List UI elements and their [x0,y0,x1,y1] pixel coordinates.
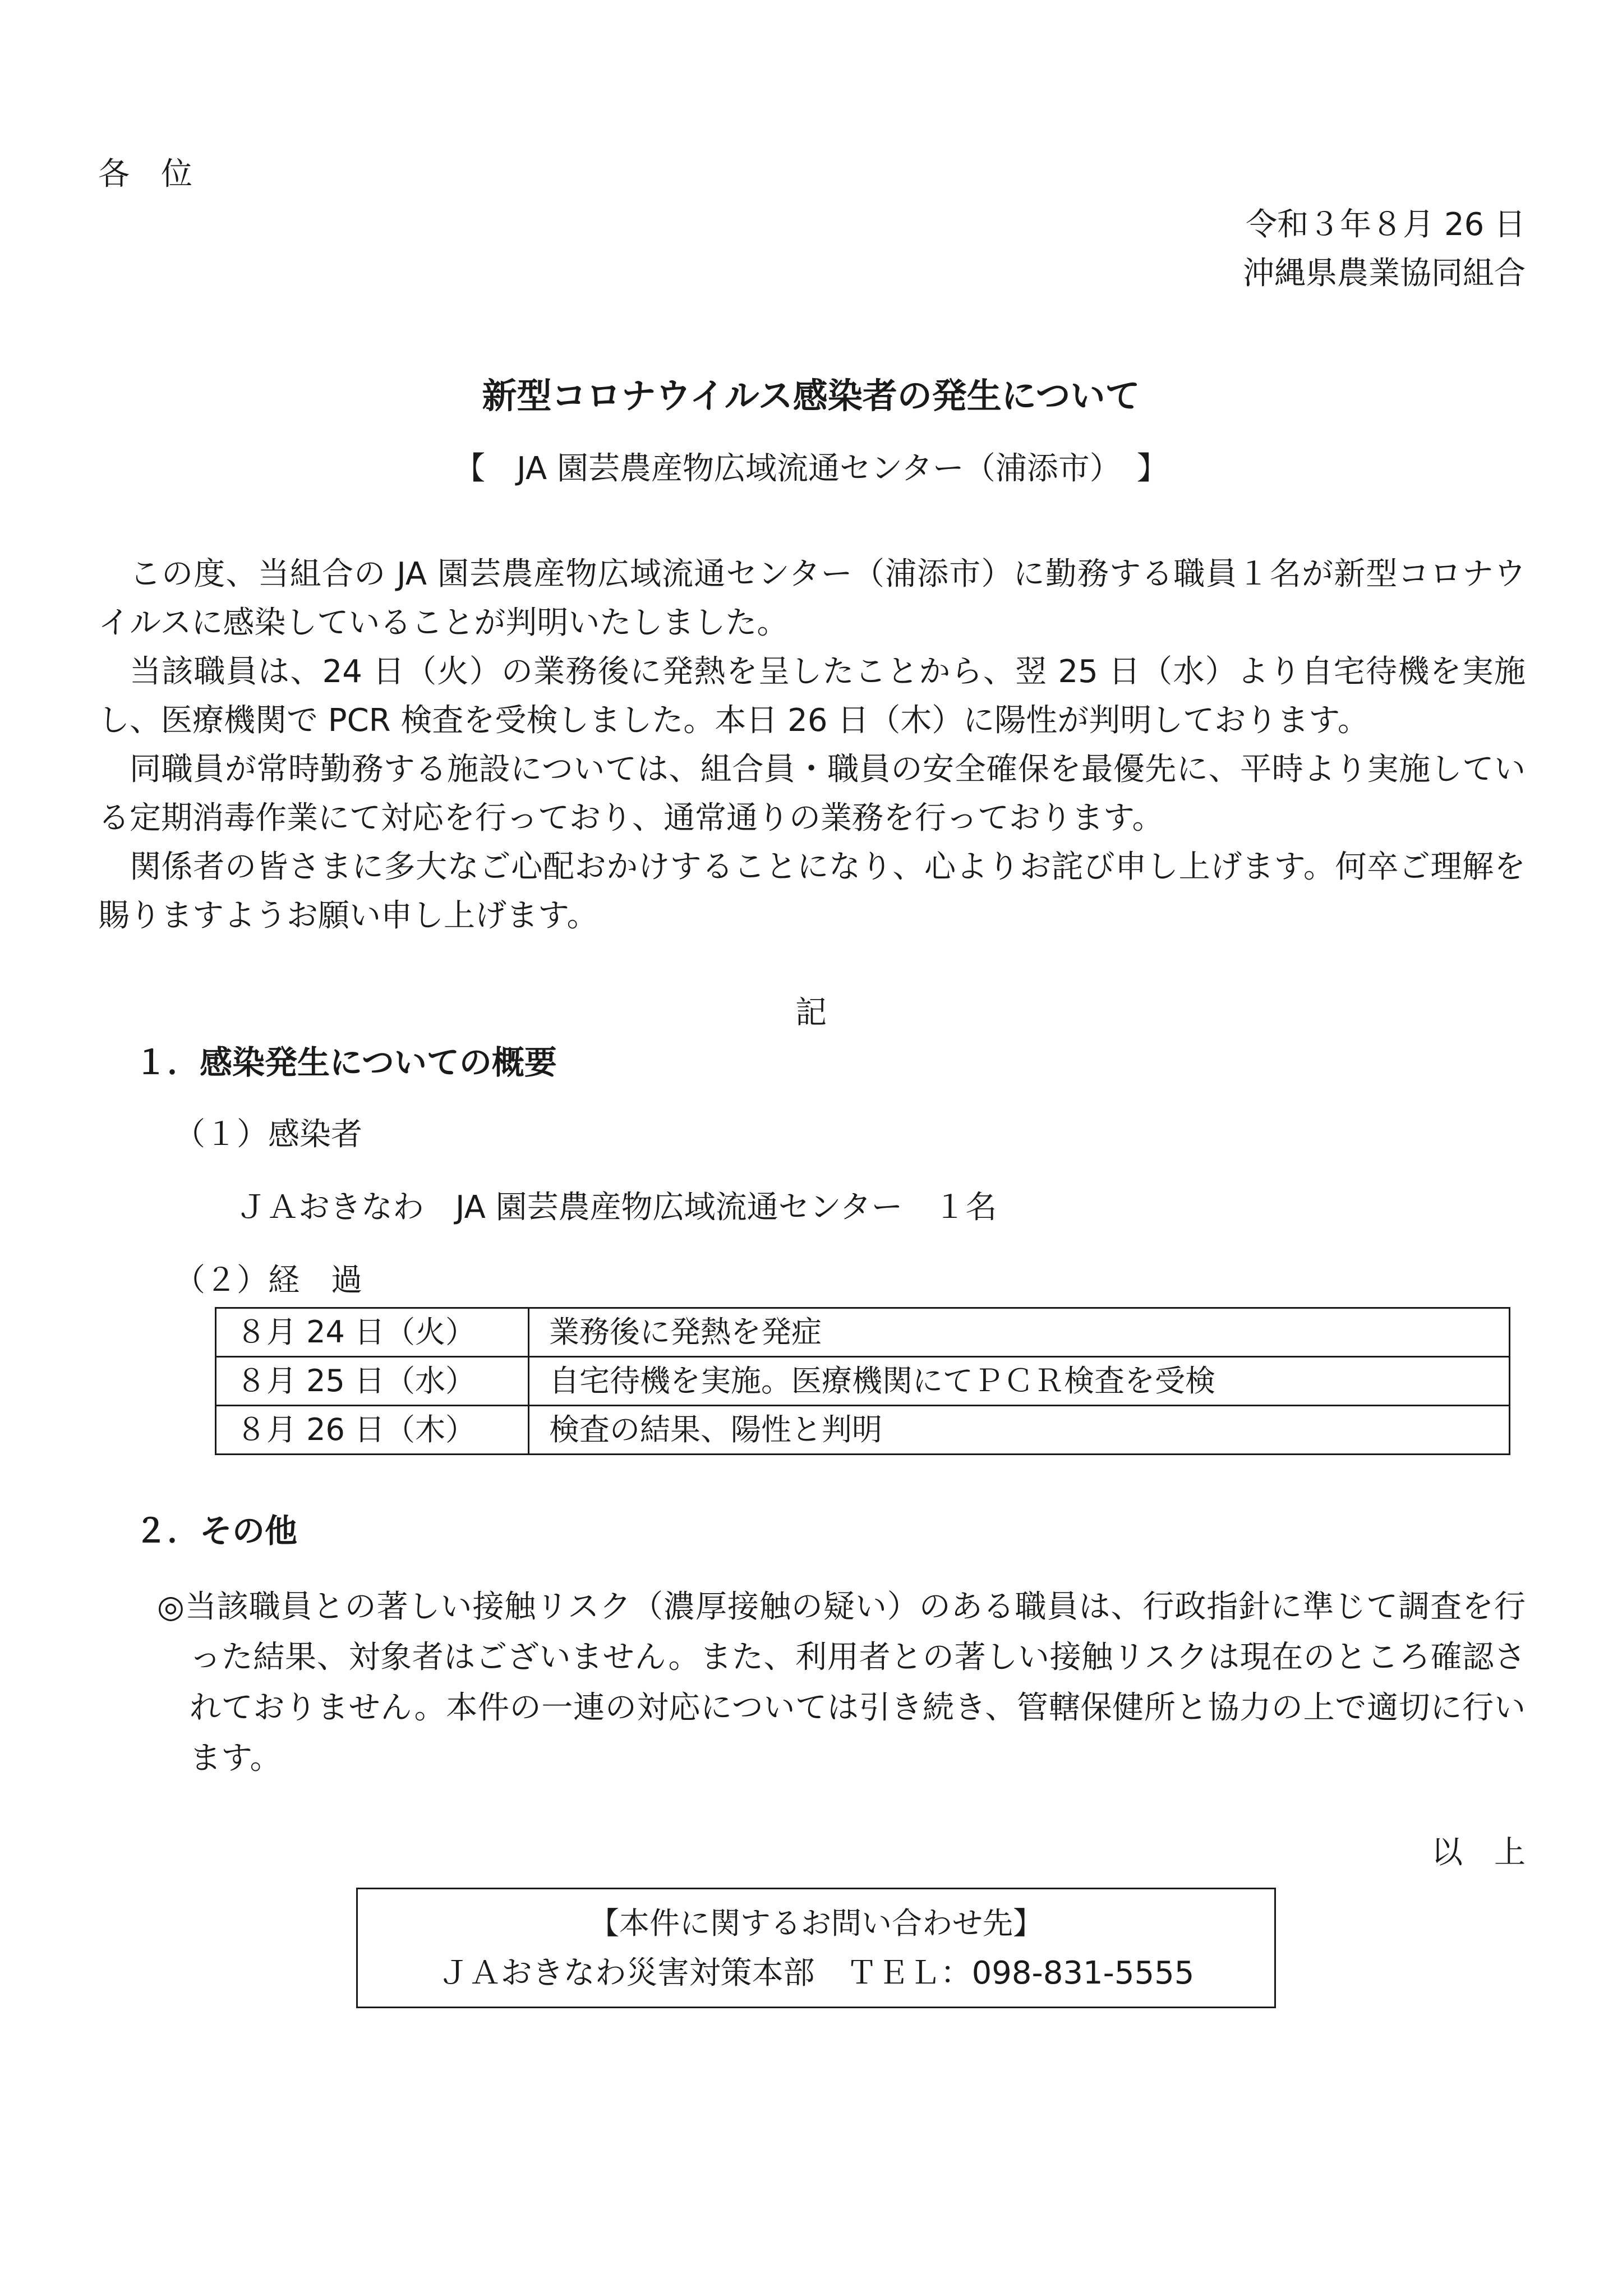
section-2-heading: ２．その他 [135,1512,298,1550]
table-row [216,1308,1510,1357]
contact-line: ＪＡおきなわ災害対策本部 ＴＥＬ：098-831-5555 [437,1955,1195,1991]
timeline-table [215,1307,1510,1455]
table-row [216,1406,1510,1455]
contact-box [356,1888,1276,2008]
document-title: 新型コロナウイルス感染者の発生について [482,375,1140,416]
section-2-text: ◎当該職員との著しい接触リスク（濃厚接触の疑い）のある職員は、行政指針に準じて調査を行った結果、対象者はございません。また、利用者との著しい接触リスクは現在のところ確認されておりません。本件の一連の対応については引き続き、管轄保健所と協力の上で適切に行います。 [157,1589,1526,1777]
body-paragraph: 同職員が常時勤務する施設については、組合員・職員の安全確保を最優先に、平時より実施している定期消毒作業にて対応を行っており、通常通りの業務を行っております。 [98,751,1526,836]
body-paragraph: 関係者の皆さまに多大なご心配おかけすることになり、心よりお詫び申し上げます。何卒ご理解を賜りますようお願い申し上げます。 [98,849,1526,934]
timeline-date: ８月 26 日（木） [216,1406,529,1455]
timeline-date: ８月 24 日（火） [216,1308,529,1357]
contact-heading: 【本件に関するお問い合わせ先】 [589,1906,1043,1941]
table-row [216,1357,1510,1406]
timeline-event: 検査の結果、陽性と判明 [529,1406,1510,1455]
document-subtitle: 【 JA 園芸農産物広域流通センター（浦添市） 】 [454,450,1168,487]
section-1-heading: １．感染発生についての概要 [135,1043,557,1082]
closing-mark: 以 上 [1431,1834,1526,1871]
body-paragraph: 当該職員は、24 日（火）の業務後に発熱を呈したことから、翌 25 日（水）より自宅待機を実施し、医療機関で PCR 検査を受検しました。本日 26 日（木）に陽性が判明しております。 [98,654,1526,739]
body-paragraph: この度、当組合の JA 園芸農産物広域流通センター（浦添市）に勤務する職員１名が新型コロナウイルスに感染していることが判明いたしました。 [98,556,1526,641]
infected-value: ＪＡおきなわ JA 園芸農産物広域流通センター １名 [236,1189,997,1226]
section-2-text-block [157,1582,1526,1784]
infected-label: （１）感染者 [174,1116,362,1153]
timeline-event: 自宅待機を実施。医療機関にてＰＣＲ検査を受検 [529,1357,1510,1406]
body-text [98,550,1526,940]
timeline-event: 業務後に発熱を発症 [529,1308,1510,1357]
ki-marker: 記 [795,995,827,1031]
document-date: 令和３年８月 26 日 [1246,206,1526,243]
addressee: 各 位 [98,156,192,192]
timeline-label: （２）経 過 [174,1262,362,1299]
timeline-date: ８月 25 日（水） [216,1357,529,1406]
issuer-name: 沖縄県農業協同組合 [1243,255,1526,292]
